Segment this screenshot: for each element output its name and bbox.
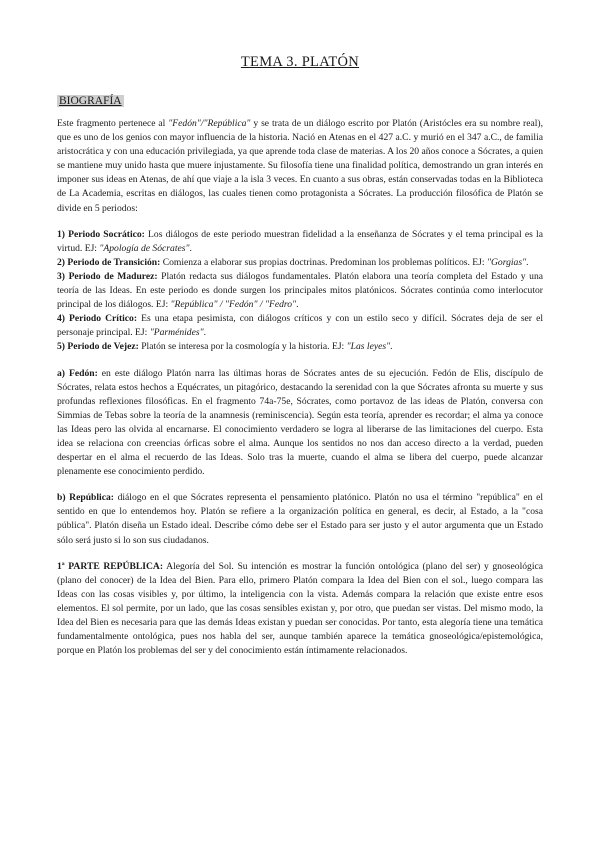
period-label: 3) Periodo de Madurez: [57,270,158,282]
period-label: 5) Periodo de Vejez: [57,341,139,353]
period-label: 4) Periodo Crítico: [57,313,138,325]
fedon-text: en este diálogo Platón narra las últimas horas de Sócrates antes de su ejecución. Fedón de Elis, discípulo de Sócrates, relata estos hechos a Equécrates, un pitagórico, destacando la serenidad con la que Sócrates afronta su muerte y sus profundas reflexiones filosóficas. En el fragmento 74a-75e, Sócrates, como portavoz de las ideas de Platón, conversa con Simmias de Tebas sobre la teoría de la anamnesis (reminiscencia). Según esta teoría, aprender es recordar; el alma ya conoce las Ideas pero las olvida al encarnarse. El conocimiento verdadero se logra al liberarse de las limitaciones del cuerpo. Esta idea se relaciona con creencias órficas sobre el alma. Aunque los sentidos no nos dan acceso directo a la verdad, pueden despertar en el alma el recuerdo de las Ideas. Solo tras la muerte, cuando el alma se libera del cuerpo, puede alcanzar plenamente ese conocimiento perdido. [57,367,544,478]
period-example: "Gorgias" [486,256,527,268]
period-item: 4) Periodo Crítico: Es una etapa pesimista, con diálogos críticos y con un estilo seco y difícil. Sócrates deja de ser el personaje principal. EJ: "Parménides". [57,313,543,339]
republica-text: diálogo en el que Sócrates representa el pensamiento platónico. Platón no usa el término "república" en el sentido en que lo entendemos hoy. Platón se refiere a la organización política en general, es decir, al Estado, a la "cosa pública". Platón diseña un Estado ideal. Describe cómo debe ser el Estado para ser justo y el autor argumenta que un Estado sólo será justo si lo son sus ciudadanos. [57,492,543,546]
republica-paragraph [57,491,543,547]
period-text: Los diálogos de este periodo muestran fidelidad a la enseñanza de Sócrates y el tema principal es la virtud. EJ: [57,228,543,254]
section-heading-biografia: BIOGRAFÍA [59,95,122,107]
parte1-label: 1ª PARTE REPÚBLICA: [57,560,164,572]
period-item: 5) Periodo de Vejez: Platón se interesa por la cosmología y la historia. EJ: "Las leyes". [57,341,393,353]
period-label: 2) Periodo de Transición: [57,256,161,268]
parte1-text: Alegoría del Sol. Su intención es mostrar la función ontológica (plano del ser) y gnoseológica (plano del conocer) de la Idea del Bien. Para ello, primero Platón compara la Idea del Bien con el sol., luego compara las Ideas con las cosas visibles y, por último, la inteligencia con la vista. Además compara la relación que existe entre esos elementos. El sol permite, por un lado, que las cosas sensibles existan y, por otro, que puedan ser vistas. Del mismo modo, la Idea del Bien es necesaria para que las demás Ideas existan y puedan ser conocidas. Por tanto, esta alegoría tiene una temática fundamentalmente ontológica, pues nos habla del ser, aunque también aparece la temática gnoseológica/epistemológica, porque en Platón los problemas del ser y del conocimiento están íntimamente relacionados. [57,560,544,657]
period-example: "Las leyes" [346,341,391,353]
period-text: Comienza a elaborar sus propias doctrinas. Predominan los problemas políticos. EJ: [160,256,487,268]
page-title: TEMA 3. PLATÓN [240,54,360,70]
period-example: "Apología de Sócrates" [99,242,190,254]
fedon-label: a) Fedón: [57,367,98,379]
intro-text-body: y se trata de un diálogo escrito por Platón (Aristócles era su nombre real), que es uno de los genios con mayor influencia de la historia. Nació en Atenas en el 427 a.C. y murió en el 347 a.C., de familia aristocrática y con una educación privilegiada, ya que aprende toda clase de materias. A los 20 años conoce a Sócrates, a quien se mantiene muy unido hasta que muere injustamente. Su filosofía tiene una finalidad política, demostrando un gran interés en imponer sus ideas en Atenas, de ahí que viaje a la isla 3 veces. En cuanto a sus obras, están conservadas todas en la Biblioteca de La Academia, escritas en diálogos, las cuales tienen como protagonista a Sócrates. La producción filosófica de Platón se divide en 5 periodos: [57,118,543,214]
period-text: Es una etapa pesimista, con diálogos críticos y con un estilo seco y difícil. Sócrates deja de ser el personaje principal. EJ: [57,313,543,339]
period-item: 1) Periodo Socrático: Los diálogos de este periodo muestran fidelidad a la enseñanza de Sócrates y el tema principal es la virtud. EJ: "Apología de Sócrates". [57,228,543,254]
parte1-paragraph [57,560,543,659]
period-item: 3) Periodo de Madurez: Platón redacta sus diálogos fundamentales. Platón elabora una teoría completa del Estado y una teoría de las Ideas. En este periodo es donde surgen los principales mitos platónicos. Sócrates continúa como interlocutor principal de los diálogos. EJ: "República" / "Fedón" / "Fedro". [57,270,543,311]
period-text: Platón redacta sus diálogos fundamentales. Platón elabora una teoría completa del Estado y una teoría de las Ideas. En este periodo es donde surgen los principales mitos platónicos. Sócrates continúa como interlocutor principal de los diálogos. EJ: [57,270,543,311]
intro-text-start: Este fragmento pertenece al [57,118,169,129]
period-label: 1) Periodo Socrático: [57,228,145,240]
period-text: Platón se interesa por la cosmología y la historia. EJ: [138,341,347,353]
period-example: "Parménides" [149,327,204,339]
fedon-paragraph [57,367,543,480]
period-example: "República" / "Fedón" / "Fedro" [170,299,297,311]
republica-label: b) República: [57,492,114,504]
intro-work-title: "Fedón"/"República" [168,118,251,129]
period-item: 2) Periodo de Transición: Comienza a elaborar sus propias doctrinas. Predominan los problemas políticos. EJ: "Gorgias". [57,256,529,268]
intro-paragraph [57,117,543,216]
